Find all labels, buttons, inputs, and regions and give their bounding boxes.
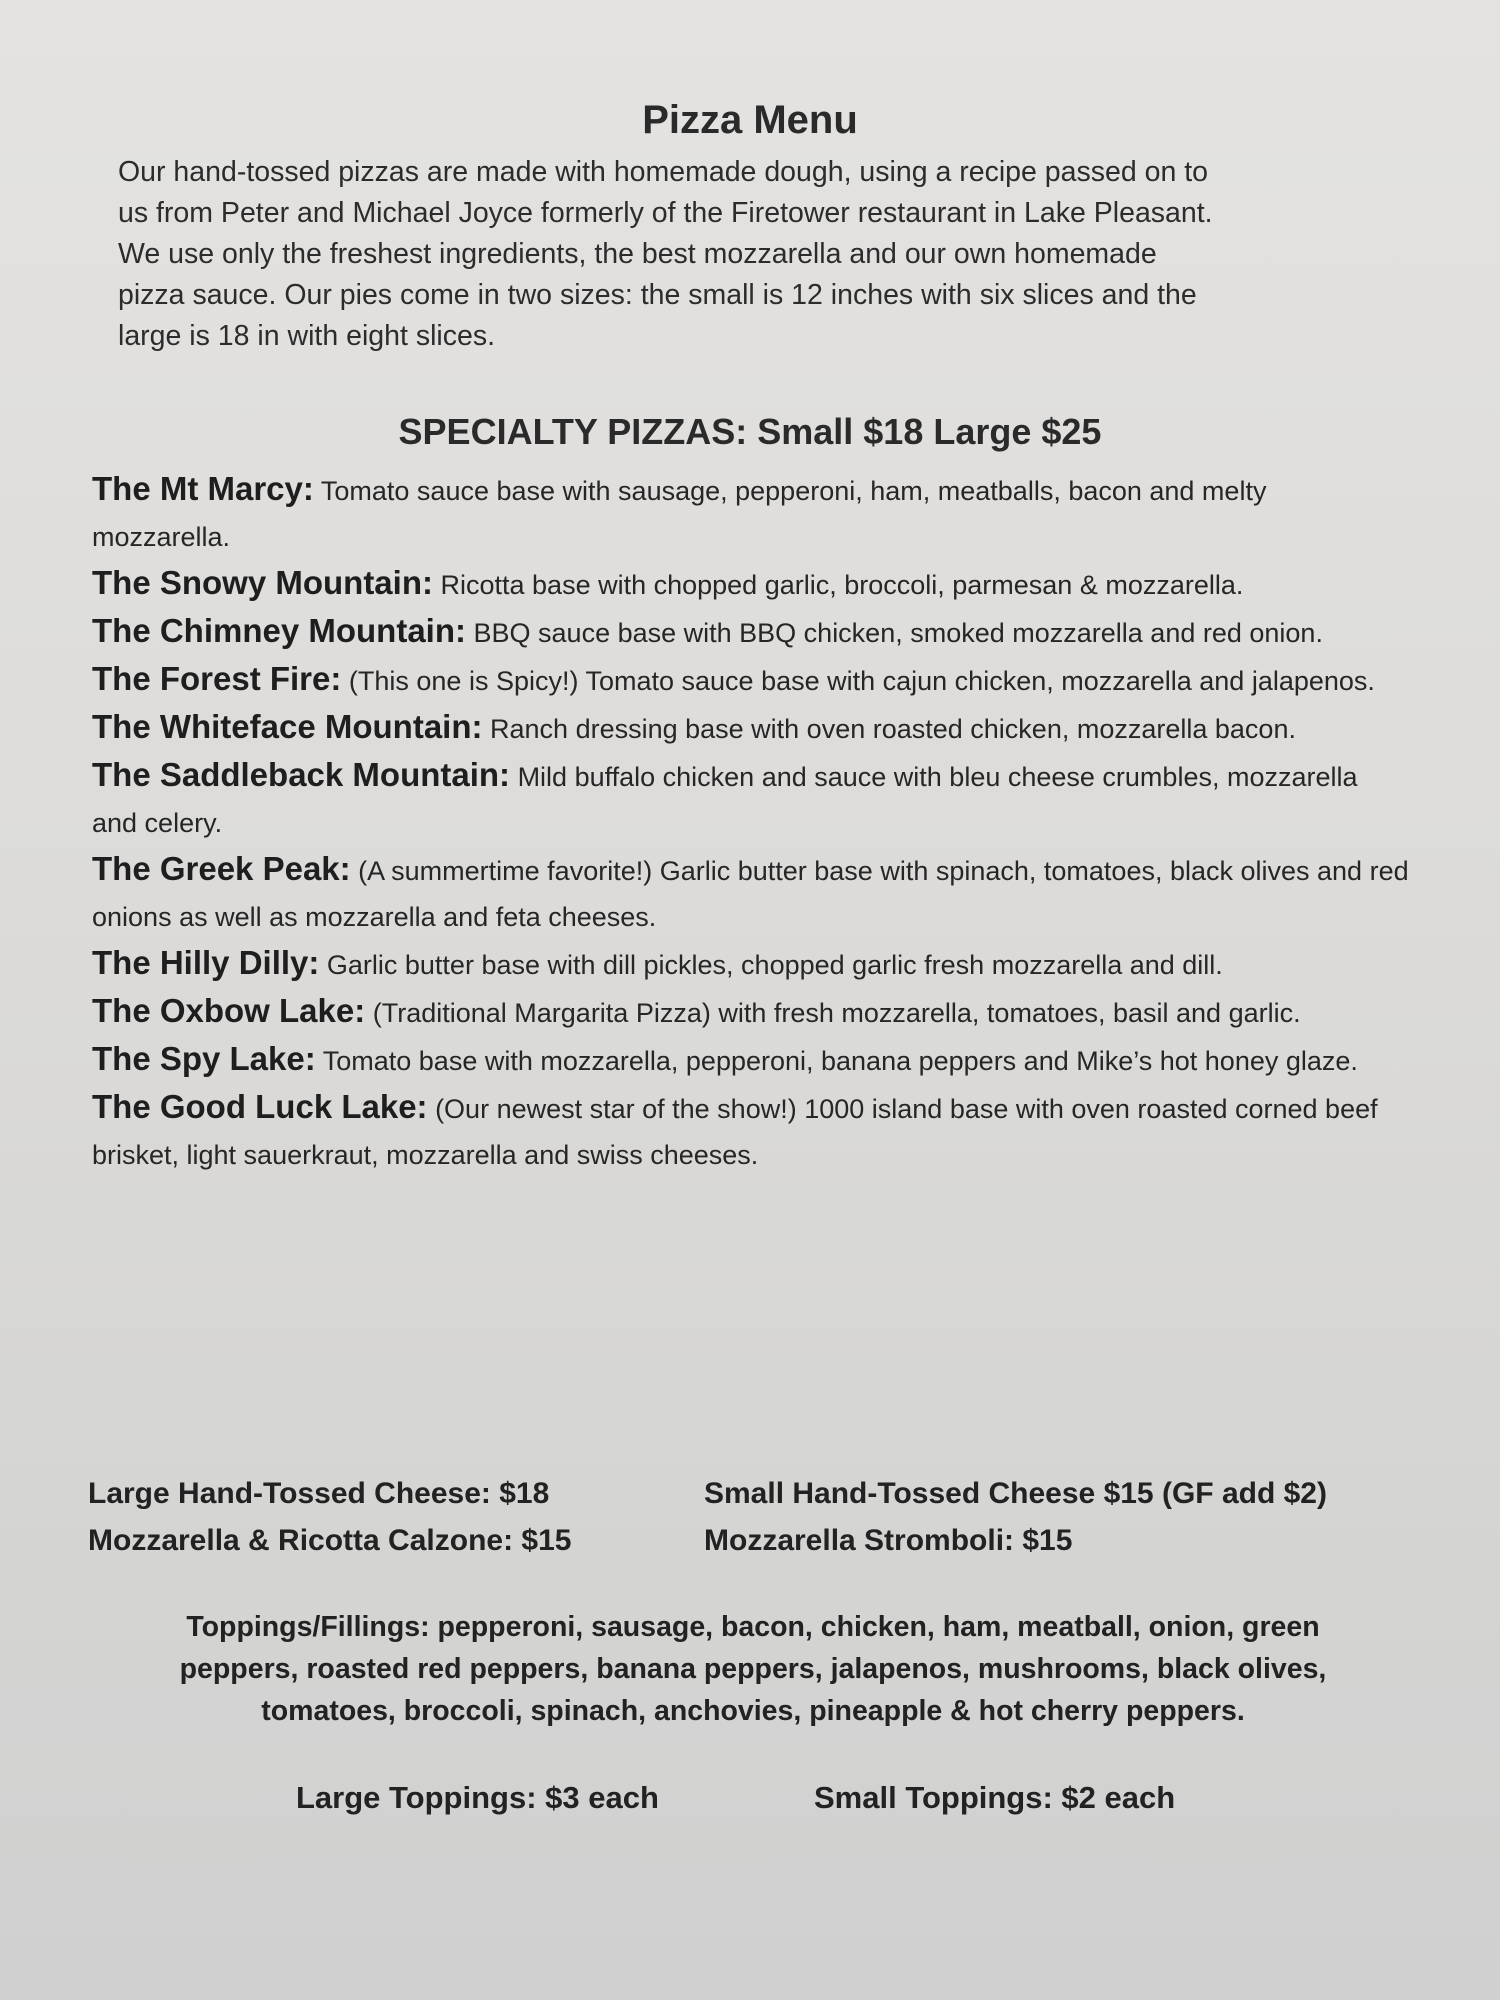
stromboli-price: Mozzarella Stromboli: $15	[704, 1524, 1073, 1557]
pizza-item	[92, 656, 1410, 704]
pizza-description: Tomato base with mozzarella, pepperoni, banana peppers and Mike’s hot honey glaze.	[322, 1046, 1358, 1076]
large-cheese-price: Large Hand-Tossed Cheese: $18	[88, 1477, 550, 1510]
pizza-description: (A summertime favorite!) Garlic butter base with spinach, tomatoes, black olives and red onions as well as mozzarella and feta cheeses.	[92, 856, 1409, 932]
pizza-description: Mild buffalo chicken and sauce with bleu cheese crumbles, mozzarella and celery.	[92, 762, 1358, 838]
pizza-name: The Good Luck Lake:	[92, 1088, 428, 1125]
pizza-item	[92, 704, 1410, 752]
pizza-name: The Forest Fire:	[92, 660, 342, 697]
intro-line: Our hand-tossed pizzas are made with homemade dough, using a recipe passed on to	[118, 156, 1208, 188]
large-toppings-price: Large Toppings: $3 each	[296, 1780, 659, 1815]
toppings-line: Toppings/Fillings: pepperoni, sausage, bacon, chicken, ham, meatball, onion, green	[186, 1611, 1320, 1643]
pizza-name: The Snowy Mountain:	[92, 564, 433, 601]
pizza-item	[92, 560, 1410, 608]
pizza-description: (Traditional Margarita Pizza) with fresh mozzarella, tomatoes, basil and garlic.	[372, 998, 1301, 1028]
menu-title: Pizza Menu	[642, 98, 858, 142]
pizza-name: The Whiteface Mountain:	[92, 708, 483, 745]
small-cheese-price: Small Hand-Tossed Cheese $15 (GF add $2)	[704, 1477, 1327, 1510]
toppings-line: tomatoes, broccoli, spinach, anchovies, pineapple & hot cherry peppers.	[261, 1695, 1245, 1727]
pizza-name: The Mt Marcy:	[92, 470, 314, 507]
prices-right-column	[704, 1470, 1327, 1564]
pizza-description: Tomato sauce base with sausage, pepperoni, ham, meatballs, bacon and melty mozzarella.	[92, 476, 1267, 552]
pizza-description: (This one is Spicy!) Tomato sauce base with cajun chicken, mozzarella and jalapenos.	[348, 666, 1375, 696]
intro-paragraph	[118, 152, 1368, 357]
pizza-item	[92, 846, 1410, 940]
specialty-pizzas-heading: SPECIALTY PIZZAS: Small $18 Large $25	[398, 411, 1102, 452]
pizza-name: The Hilly Dilly:	[92, 944, 320, 981]
intro-line: We use only the freshest ingredients, the best mozzarella and our own homemade	[118, 238, 1157, 270]
intro-line: pizza sauce. Our pies come in two sizes: the small is 12 inches with six slices and the	[118, 279, 1197, 311]
pizza-description: Garlic butter base with dill pickles, chopped garlic fresh mozzarella and dill.	[326, 950, 1223, 980]
toppings-list	[108, 1606, 1398, 1732]
pizza-item	[92, 466, 1410, 560]
specialty-pizza-list	[92, 466, 1410, 1178]
pizza-item	[92, 988, 1410, 1036]
pizza-description: Ricotta base with chopped garlic, broccoli, parmesan & mozzarella.	[440, 570, 1244, 600]
prices-left-column	[88, 1470, 571, 1564]
pizza-item	[92, 940, 1410, 988]
toppings-line: peppers, roasted red peppers, banana peppers, jalapenos, mushrooms, black olives,	[179, 1653, 1327, 1685]
small-toppings-price: Small Toppings: $2 each	[814, 1780, 1176, 1815]
pizza-item	[92, 608, 1410, 656]
pizza-name: The Oxbow Lake:	[92, 992, 366, 1029]
pizza-description: (Our newest star of the show!) 1000 island base with oven roasted corned beef brisket, light sauerkraut, mozzarella and swiss cheeses.	[92, 1094, 1378, 1170]
pizza-item	[92, 752, 1410, 846]
pizza-name: The Chimney Mountain:	[92, 612, 466, 649]
intro-line: us from Peter and Michael Joyce formerly of the Firetower restaurant in Lake Pleasant.	[118, 197, 1213, 229]
pizza-description: BBQ sauce base with BBQ chicken, smoked mozzarella and red onion.	[473, 618, 1323, 648]
pizza-item	[92, 1084, 1410, 1178]
pizza-name: The Spy Lake:	[92, 1040, 316, 1077]
intro-line: large is 18 in with eight slices.	[118, 320, 496, 352]
pizza-item	[92, 1036, 1410, 1084]
pizza-name: The Saddleback Mountain:	[92, 756, 511, 793]
pizza-description: Ranch dressing base with oven roasted chicken, mozzarella bacon.	[490, 714, 1296, 744]
calzone-price: Mozzarella & Ricotta Calzone: $15	[88, 1524, 572, 1557]
pizza-name: The Greek Peak:	[92, 850, 351, 887]
